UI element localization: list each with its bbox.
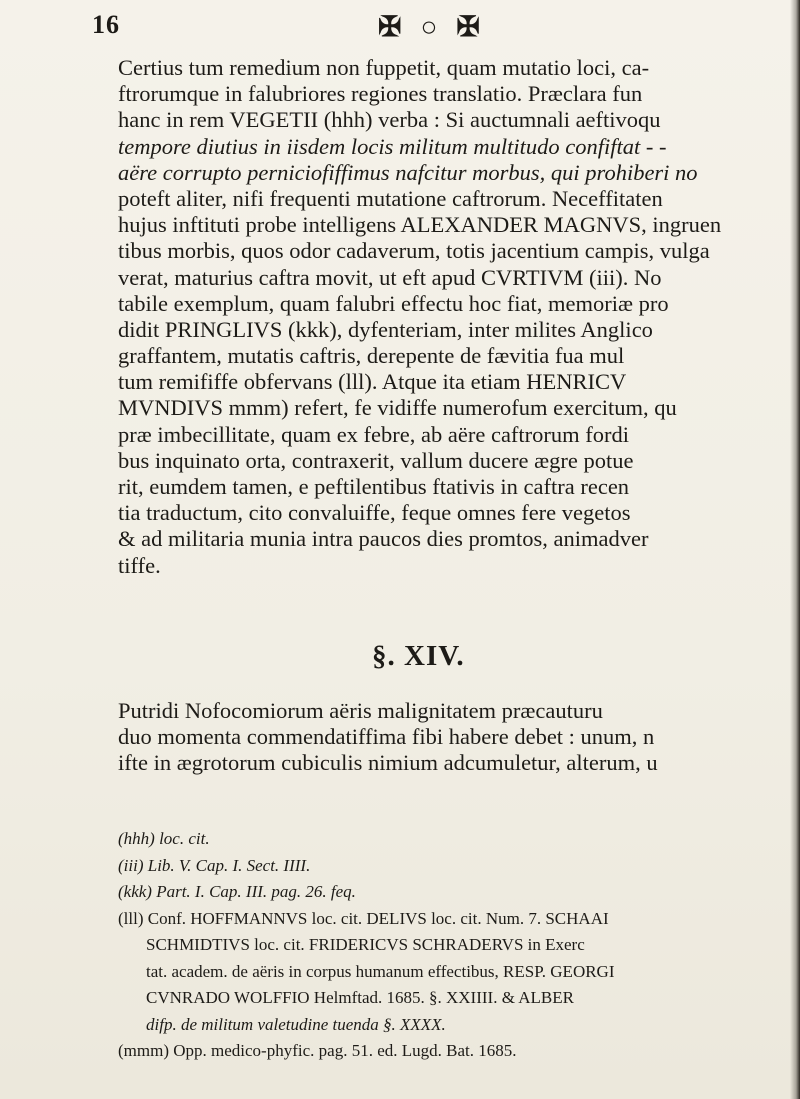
text-line: tibus morbis, quos odor cadaverum, totis jacentium campis, vulga: [118, 238, 710, 264]
text-line: Certius tum remedium non fuppetit, quam mutatio loci, ca-: [118, 55, 650, 80]
footnote-continuation: difp. de militum valetudine tuenda §. XXXX.: [146, 1014, 446, 1034]
page-number: 16: [92, 10, 120, 39]
text-line: MVNDIVS mmm) refert, fe vidiffe numerofum exercitum, qu: [118, 395, 677, 421]
text-line: hujus inftituti probe intelligens ALEXANDER MAGNVS, ingruen: [118, 212, 722, 238]
main-paragraph: [118, 55, 794, 579]
text-line: tia traductum, cito convaluiffe, feque omnes fere vegetos: [118, 500, 631, 526]
text-line: poteft aliter, nifi frequenti mutatione caftrorum. Neceffitaten: [118, 185, 663, 211]
footnote: (lll) Conf. HOFFMANNVS loc. cit. DELIVS loc. cit. Num. 7. SCHAAI: [118, 908, 609, 928]
text-line: bus inquinato orta, contraxerit, vallum ducere ægre potue: [118, 447, 634, 473]
section-heading: §. XIV.: [372, 640, 465, 672]
text-line: hanc in rem VEGETII (hhh) verba : Si auctumnali aeftivoqu: [118, 107, 661, 133]
text-line: Putridi Nofocomiorum aëris malignitatem præcauturu: [118, 698, 603, 723]
text-line: ftrorumque in falubriores regiones translatio. Præclara fun: [118, 81, 643, 107]
text-line: didit PRINGLIVS (kkk), dyfenteriam, inter milites Anglico: [118, 316, 653, 342]
footnote-continuation: SCHMIDTIVS loc. cit. FRIDERICVS SCHRADERVS in Exerc: [146, 935, 585, 954]
text-line: tum remififfe obfervans (lll). Atque ita etiam HENRICV: [118, 369, 627, 395]
text-line: duo momenta commendatiffima fibi habere debet : unum, n: [118, 724, 655, 750]
footnote-continuation: CVNRADO WOLFFIO Helmftad. 1685. §. XXIIII. & ALBER: [146, 988, 574, 1007]
page-edge-shadow: [790, 0, 800, 1099]
text-line: verat, maturius caftra movit, ut eft apud CVRTIVM (iii). No: [118, 264, 662, 290]
footnote-continuation: tat. academ. de aëris in corpus humanum effectibus, RESP. GEORGI: [146, 961, 615, 981]
footnote: (iii) Lib. V. Cap. I. Sect. IIII.: [118, 855, 311, 875]
text-line: graffantem, mutatis caftris, derepente de fævitia fua mul: [118, 343, 625, 369]
text-line: & ad militaria munia intra paucos dies promtos, animadver: [118, 526, 649, 552]
text-line: tabile exemplum, quam falubri effectu hoc fiat, memoriæ pro: [118, 290, 669, 316]
page-header: [0, 0, 800, 60]
text-line: præ imbecillitate, quam ex febre, ab aëre caftrorum fordi: [118, 421, 630, 447]
footnotes: [118, 826, 794, 1065]
header-ornament: ✠ ○ ✠: [378, 12, 486, 43]
text-line: rit, eumdem tamen, e peftilentibus ftativis in caftra recen: [118, 474, 630, 499]
footnote: (hhh) loc. cit.: [118, 829, 210, 848]
text-line: aëre corrupto perniciofiffimus nafcitur morbus, qui prohiberi no: [118, 159, 698, 185]
footnote: (mmm) Opp. medico-phyfic. pag. 51. ed. Lugd. Bat. 1685.: [118, 1041, 517, 1060]
footnote: (kkk) Part. I. Cap. III. pag. 26. feq.: [118, 882, 356, 901]
text-line: ifte in ægrotorum cubiculis nimium adcumuletur, alterum, u: [118, 750, 658, 776]
text-line: tiffe.: [118, 552, 161, 578]
text-line: tempore diutius in iisdem locis militum multitudo confiftat - -: [118, 133, 667, 159]
section-paragraph: [118, 698, 794, 777]
